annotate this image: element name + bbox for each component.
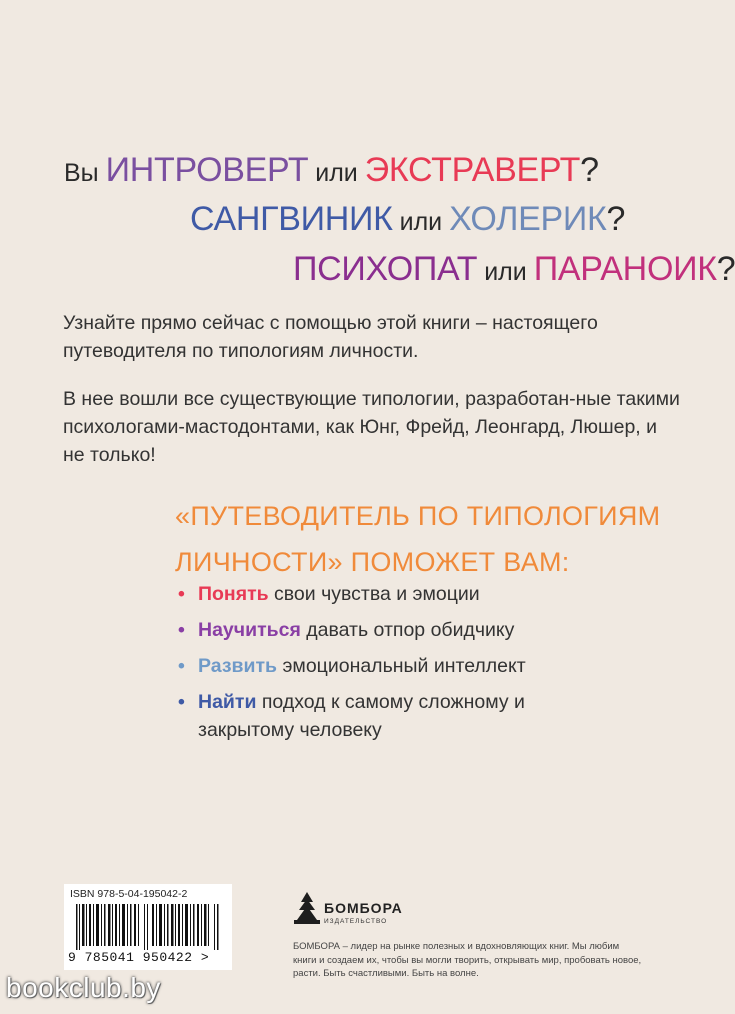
list-item — [178, 580, 558, 608]
benefits-heading-line-1: «ПУТЕВОДИТЕЛЬ ПО ТИПОЛОГИЯМ — [175, 501, 661, 531]
bullet-dot: • — [178, 583, 185, 605]
publisher-name: БОМБОРА — [324, 900, 403, 916]
bullet-keyword: Найти — [198, 691, 257, 713]
question-line-1 — [64, 151, 599, 190]
bullet-text: подход к самому сложному и закрытому человеку — [198, 691, 525, 741]
list-item — [178, 652, 558, 680]
bullet-text: эмоциональный интеллект — [277, 655, 526, 677]
question-term-paranoid: ПАРАНОИК — [533, 250, 717, 288]
question-term-psychopath: ПСИХОПАТ — [293, 250, 478, 288]
question-connector: или — [392, 208, 450, 236]
intro-paragraph: Узнайте прямо сейчас с помощью этой книги – настоящего путеводителя по типологиям личности. — [63, 312, 598, 362]
publisher-description: БОМБОРА – лидер на рынке полезных и вдохновляющих книг. Мы любим книги и создаем их, чтобы вы могли творить, открывать мир, пробовать новое, расти. Быть счастливыми. Быть на волне. — [293, 941, 642, 979]
question-term-extravert: ЭКСТРАВЕРТ — [364, 151, 581, 189]
bullet-keyword: Понять — [198, 583, 269, 605]
bullet-dot: • — [178, 691, 185, 713]
list-item — [178, 616, 558, 644]
benefits-list — [178, 580, 558, 752]
question-line-3 — [293, 250, 735, 289]
question-term-introvert: ИНТРОВЕРТ — [105, 151, 309, 189]
isbn-number: ISBN 978-5-04-195042-2 — [70, 888, 188, 900]
bullet-text: свои чувства и эмоции — [268, 583, 480, 605]
bullet-dot: • — [178, 655, 185, 677]
question-mark: ? — [716, 250, 735, 288]
question-term-sanguine: САНГВИНИК — [190, 200, 393, 238]
question-connector: или — [308, 159, 365, 187]
publisher-subtitle: ИЗДАТЕЛЬСТВО — [324, 918, 388, 925]
barcode-icon — [74, 904, 222, 950]
bullet-text: давать отпор обидчику — [300, 619, 515, 641]
bullet-keyword: Научиться — [198, 619, 301, 641]
bullet-keyword: Развить — [198, 655, 278, 677]
isbn-barcode-box — [64, 884, 232, 970]
question-connector: или — [477, 258, 534, 286]
benefits-heading-line-2: ЛИЧНОСТИ» ПОМОЖЕТ ВАМ: — [175, 547, 570, 577]
question-mark: ? — [580, 151, 599, 189]
bullet-dot: • — [178, 619, 185, 641]
question-term-choleric: ХОЛЕРИК — [449, 200, 607, 238]
typologies-paragraph: В нее вошли все существующие типологии, разработан-ные такими психологами-мастодонтами, как Юнг, Фрейд, Леонгард, Люшер, и не только! — [63, 388, 680, 466]
barcode-digits: 9 785041 950422 > — [68, 950, 210, 965]
question-line-2 — [190, 200, 625, 239]
watermark: bookclub.by — [6, 972, 161, 1003]
question-mark: ? — [606, 200, 626, 238]
question-prefix: Вы — [64, 159, 106, 187]
list-item — [178, 688, 558, 744]
benefits-heading — [175, 493, 660, 585]
